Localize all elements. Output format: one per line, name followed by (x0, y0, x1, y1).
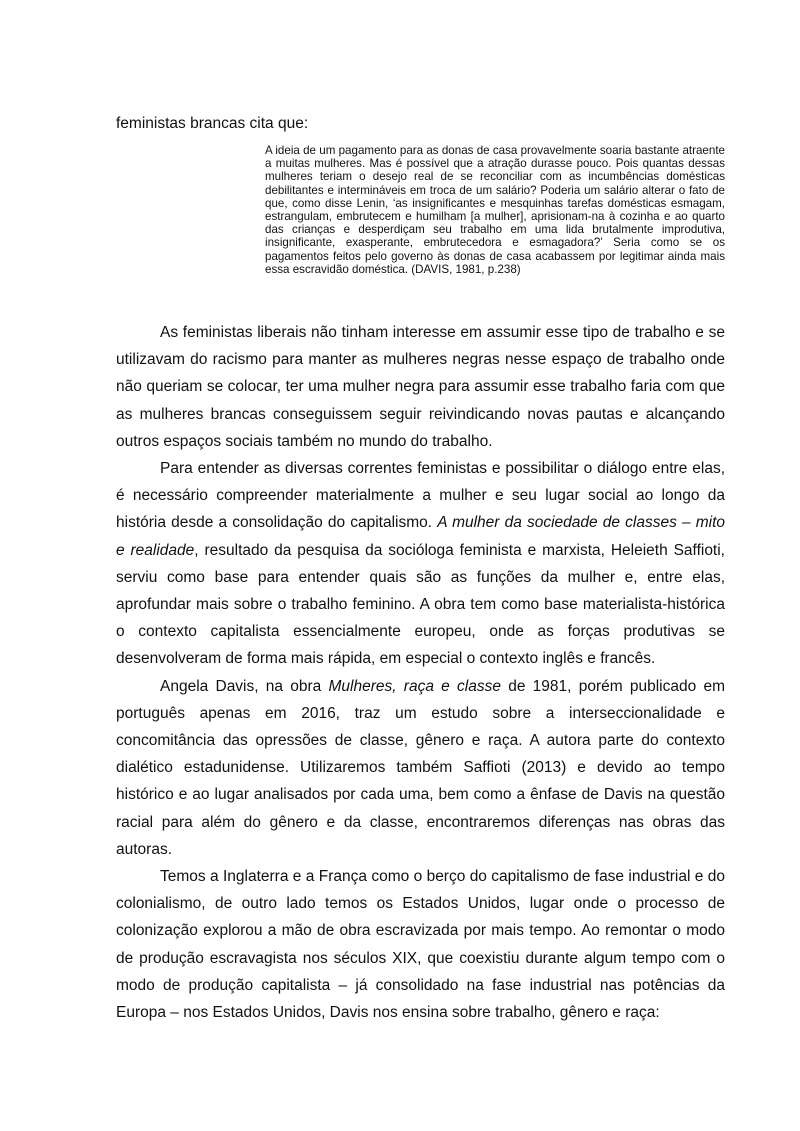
paragraph-2-text-b: , resultado da pesquisa da socióloga feminista e marxista, Heleieth Saffioti, serviu como base para entender quais são as funções da mulher e, entre elas, aprofundar mais sobre o trabalho feminino. A obra tem como base materialista-histórica o contexto capitalista essencialmente europeu, onde as forças produtivas se desenvolveram de forma mais rápida, em especial o contexto inglês e francês. (116, 541, 725, 668)
paragraph-3 (116, 673, 725, 863)
paragraph-3-text-b: de 1981, porém publicado em português apenas em 2016, traz um estudo sobre a interseccionalidade e concomitância das opressões de classe, gênero e raça. A autora parte do contexto dialético estadunidense. Utilizaremos também Saffioti (2013) e devido ao tempo histórico e ao lugar analisados por cada uma, bem como a ênfase de Davis na questão racial para além do gênero e da classe, encontraremos diferenças nas obras das autoras. (116, 677, 725, 858)
paragraph-2-book-title: A mulher da sociedade de classes – mito e realidade (116, 514, 725, 559)
lead-line: feministas brancas cita que: (116, 115, 309, 132)
paragraph-4: Temos a Inglaterra e a França como o berço do capitalismo de fase industrial e do colonialismo, de outro lado temos os Estados Unidos, lugar onde o processo de colonização explorou a mão de obra escravizada por mais tempo. Ao remontar o modo de produção escravagista nos séculos XIX, que coexistiu durante algum tempo com o modo de produção capitalista – já consolidado na fase industrial nas potências da Europa – nos Estados Unidos, Davis nos ensina sobre trabalho, gênero e raça: (116, 868, 725, 1022)
body-text (116, 319, 725, 1026)
paragraph-3-text-a: Angela Davis, na obra (160, 677, 329, 695)
paragraph-2 (116, 455, 725, 673)
paragraph-3-book-title: Mulheres, raça e classe (328, 677, 501, 695)
block-quote: A ideia de um pagamento para as donas de casa provavelmente soaria bastante atraente a muitas mulheres. Mas é possível que a atração durasse pouco. Pois quantas dessas mulheres teriam o desejo real de se reconciliar com as incumbências domésticas debilitantes e intermináveis em troca de um salário? Poderia um salário alterar o fato de que, como disse Lenin, ‘as insignificantes e mesquinhas tarefas domésticas esmagam, estrangulam, embrutecem e humilham [a mulher], aprisionam-na à cozinha e ao quarto das crianças e desperdiçam seu trabalho em uma lida brutalmente improdutiva, insignificante, exasperante, embrutecedora e esmagadora?’ Seria como se os pagamentos feitos pelo governo às donas de casa acabassem por legitimar ainda mais essa escravidão doméstica. (DAVIS, 1981, p.238) (265, 144, 725, 276)
paragraph-1: As feministas liberais não tinham interesse em assumir esse tipo de trabalho e se utilizavam do racismo para manter as mulheres negras nesse espaço de trabalho onde não queriam se colocar, ter uma mulher negra para assumir esse trabalho faria com que as mulheres brancas conseguissem seguir reivindicando novas pautas e alcançando outros espaços sociais também no mundo do trabalho. (116, 324, 725, 450)
paragraph-2-text-a: Para entender as diversas correntes feministas e possibilitar o diálogo entre elas, é necessário compreender materialmente a mulher e seu lugar social ao longo da história desde a consolidação do capitalismo. (116, 460, 725, 532)
